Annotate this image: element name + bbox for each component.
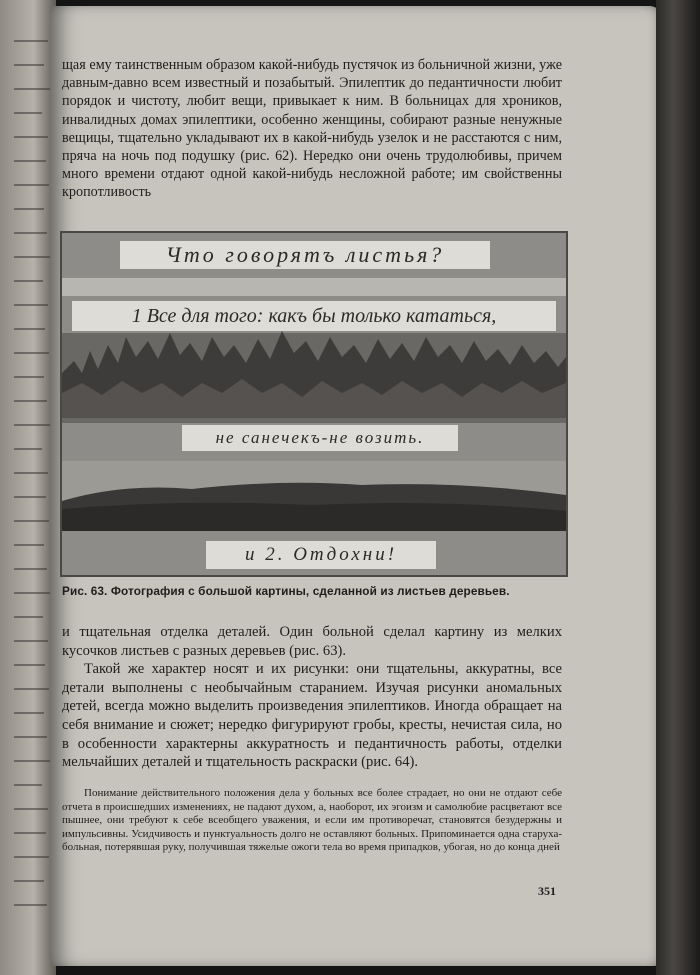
figure-banner-line-3: и 2. Отдохни! <box>206 541 436 569</box>
figure-banner-line-1: 1 Все для того: какъ бы только кататься, <box>72 301 556 331</box>
middle-paragraph-2: Такой же характер носят и их рисунки: они тщательны, аккуратны, все детали выполнены с необычайным старанием. Изучая рисунки аномальных детей, всегда можно выделить произведения эпилептиков. Иногда обращает на себя внимание и сюжет; нередко фигурируют гробы, кресты, нечистая сила, но в особенности характерны аккуратность и педантичность работы, отделки мельчайших деталей и тщательность раскраски (рис. 64). <box>62 661 562 771</box>
small-paragraph: Понимание действительного положения дела у больных все более страдает, но они не отдают себе отчета в происшедших изменениях, не падают духом, а, наоборот, их эгоизм и самолюбие расцветают все пышнее, они требуют к себе всеобщего уважения, и если им противоречат, становятся безудержны и импульсивны. Усидчивость и пунктуальность долго не оставляют больных. Припоминается одна старуха-больная, потерявшая руку, получившая тяжелые ожоги тела во время припадков, убогая, но до конца дней <box>62 787 562 853</box>
middle-text-block <box>62 623 562 772</box>
figure-banner-line-2: не санечекъ-не возить. <box>182 425 458 451</box>
top-paragraph-text: щая ему таинственным образом какой-нибудь пустячок из больничной жизни, уже давным-давно всем известный и позабытый. Эпилептик до педантичности любит порядок и чистоту, любит вещи, привыкает к ним. В больницах для хроников, инвалидных домах эпилептики, особенно женщины, собирают разные ненужные вещицы, тщательно укладывают их в какой-нибудь узелок и не расстаются с ним, пряча на ночь под подушку (рис. 62). Нередко они очень трудолюбивы, причем много времени отдают одной какой-нибудь несложной работе; им свойственны кропотливость <box>62 57 562 201</box>
figure-artwork <box>62 233 566 575</box>
middle-paragraph-1: и тщательная отделка деталей. Один больной сделал картину из мелких кусочков листьев с разных деревьев (рис. 63). <box>62 624 562 659</box>
top-paragraph <box>62 56 562 202</box>
book-spine <box>656 0 700 975</box>
page-number: 351 <box>538 884 556 898</box>
figure-banner-title: Что говорятъ листья? <box>120 241 490 269</box>
figure-leaf-picture <box>60 231 568 577</box>
small-text-block <box>62 787 562 855</box>
figure-caption: Рис. 63. Фотография с большой картины, сделанной из листьев деревьев. <box>62 584 510 598</box>
left-page-edge <box>0 0 56 975</box>
